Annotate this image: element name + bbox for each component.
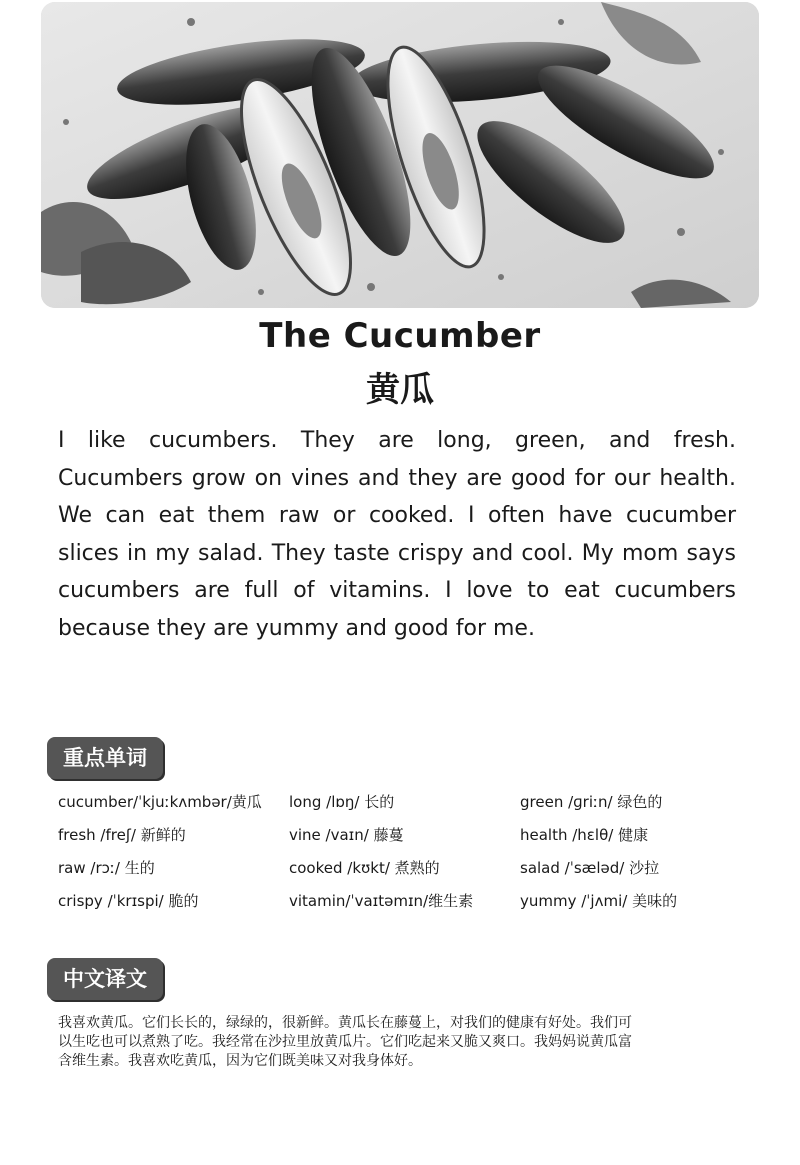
- story-text: I like cucumbers. They are long, green, and fresh. Cucumbers grow on vines and they are good for our health. We can eat them raw or cooked. I often have cucumber slices in my salad. They taste crispy and cool. My mom says cucumbers are full of vitamins. I love to eat cucumbers because they are yummy and good for me.: [58, 428, 736, 641]
- hero-image: [41, 2, 759, 308]
- vocab-item: fresh /freʃ/ 新鲜的: [58, 826, 186, 844]
- vocab-item: cooked /kʊkt/ 煮熟的: [289, 859, 440, 877]
- page-subtitle: 黄瓜: [366, 370, 434, 410]
- translation-section-label: 中文译文: [47, 958, 163, 1000]
- page-title: The Cucumber: [259, 316, 541, 356]
- vocab-item: yummy /ˈjʌmi/ 美味的: [520, 892, 678, 910]
- vocab-section-label: 重点单词: [47, 737, 163, 779]
- vocab-item: salad /ˈsæləd/ 沙拉: [520, 859, 660, 877]
- vocab-list: [58, 786, 758, 918]
- vocab-item: raw /rɔː/ 生的: [58, 859, 155, 877]
- vocab-item: green /ɡriːn/ 绿色的: [520, 793, 663, 811]
- cucumber-illustration-icon: [41, 2, 759, 308]
- vocab-item: vitamin/ˈvaɪtəmɪn/维生素: [289, 892, 474, 910]
- vocab-item: vine /vaɪn/ 藤蔓: [289, 826, 404, 844]
- translation-text: 我喜欢黄瓜。它们长长的，绿绿的，很新鲜。黄瓜长在藤蔓上，对我们的健康有好处。我们可以生吃也可以煮熟了吃。我经常在沙拉里放黄瓜片。它们吃起来又脆又爽口。我妈妈说黄瓜富含维生素。我喜欢吃黄瓜，因为它们既美味又对我身体好。: [58, 1015, 632, 1069]
- vocab-item: crispy /ˈkrɪspi/ 脆的: [58, 892, 199, 910]
- vocab-item: long /lɒŋ/ 长的: [289, 793, 395, 811]
- vocab-item: cucumber/ˈkjuːkʌmbər/黄瓜: [58, 793, 262, 811]
- vocab-item: health /hɛlθ/ 健康: [520, 826, 649, 844]
